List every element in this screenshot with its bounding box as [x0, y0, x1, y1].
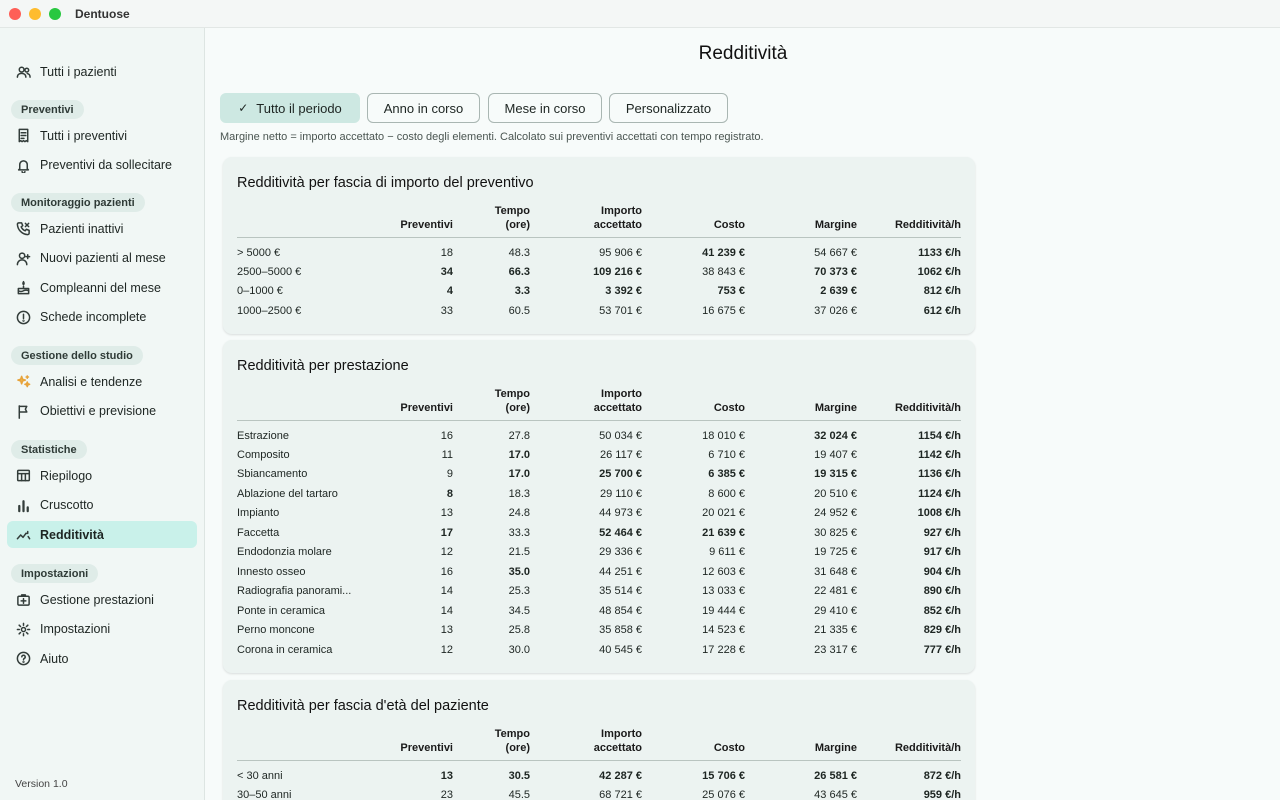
receipt-icon	[15, 128, 31, 144]
table-cell: 40 545 €	[599, 643, 642, 656]
table-cell: 14	[440, 604, 453, 617]
card-title: Redditività per prestazione	[237, 358, 409, 374]
table-cell: 8 600 €	[708, 487, 745, 500]
sidebar-item-analisi-e-tendenze[interactable]	[7, 368, 197, 395]
page-title: Redditività	[698, 43, 788, 64]
row-label: Sbiancamento	[237, 468, 308, 481]
row-label: Perno moncone	[237, 624, 315, 637]
table-cell: 21 639 €	[702, 526, 745, 539]
alert-circle-icon	[15, 309, 31, 325]
table-cell: 33	[440, 304, 453, 317]
table-cell: 25.8	[508, 624, 530, 637]
row-label: Ablazione del tartaro	[237, 487, 338, 500]
table-cell: 29 336 €	[599, 546, 642, 559]
table-cell: 13	[440, 507, 453, 520]
table-cell: 777 €/h	[923, 643, 961, 656]
row-label: Endodonzia molare	[237, 546, 332, 559]
row-label: Radiografia panorami...	[237, 585, 352, 598]
sidebar-item-riepilogo[interactable]	[7, 462, 197, 489]
table-cell: 34	[440, 265, 453, 278]
row-label: 2500–5000 €	[237, 265, 302, 278]
sidebar-item-label: Impostazioni	[40, 622, 111, 636]
column-header[interactable]: Importo accettato	[530, 726, 642, 760]
table-cell: 1124 €/h	[918, 487, 961, 500]
section-header-monitoraggio-pazienti: Monitoraggio pazienti	[11, 193, 145, 212]
sidebar-item-pazienti-inattivi[interactable]	[7, 215, 197, 242]
table-cell: 927 €/h	[923, 526, 961, 539]
table-cell: 19 407 €	[814, 448, 857, 461]
table-cell: 16 675 €	[702, 304, 745, 317]
table-row[interactable]	[237, 301, 961, 321]
table-cell: 68 721 €	[599, 788, 642, 800]
table-cell: 44 251 €	[599, 565, 642, 578]
sidebar-item-label: Obiettivi e previsione	[40, 404, 157, 418]
sidebar-item-obiettivi-e-previsione[interactable]	[7, 398, 197, 425]
filter-label: Anno in corso	[383, 100, 464, 116]
profitability-table	[237, 203, 961, 321]
table-cell: 20 510 €	[814, 487, 857, 500]
table-cell: 30.0	[508, 643, 530, 656]
table-cell: 17.0	[508, 468, 530, 481]
column-header[interactable]: Importo accettato	[530, 386, 642, 420]
column-header[interactable]: Redditività/h	[857, 386, 961, 420]
table-cell: 13	[440, 624, 453, 637]
column-header[interactable]: Tempo (ore)	[453, 203, 530, 237]
table-cell: 890 €/h	[923, 585, 961, 598]
table-cell: 50 034 €	[599, 429, 642, 442]
phone-icon	[15, 221, 31, 237]
column-header[interactable]	[237, 726, 387, 760]
row-label: Impianto	[237, 507, 280, 520]
main-content	[206, 28, 1280, 800]
column-header[interactable]: Tempo (ore)	[453, 386, 530, 420]
card-title: Redditività per fascia d'età del paziente	[237, 698, 489, 714]
table-cell: 29 410 €	[814, 604, 857, 617]
table-cell: 18 010 €	[702, 429, 745, 442]
card-title: Redditività per fascia di importo del preventivo	[237, 175, 534, 191]
bar-chart-icon	[15, 497, 31, 513]
table-row[interactable]	[237, 262, 961, 282]
table-row[interactable]	[237, 445, 961, 465]
table-row[interactable]	[237, 523, 961, 543]
table-cell: 34.5	[508, 604, 530, 617]
row-label: Innesto osseo	[237, 565, 306, 578]
table-cell: 8	[446, 487, 453, 500]
column-header[interactable]	[237, 203, 387, 237]
table-cell: 37 026 €	[814, 304, 857, 317]
filter-anno-in-corso-button[interactable]	[367, 93, 480, 123]
row-label: < 30 anni	[237, 769, 283, 782]
zoom-window-button[interactable]	[49, 8, 61, 20]
users-icon	[15, 64, 31, 80]
table-cell: 54 667 €	[814, 246, 857, 259]
table-cell: 41 239 €	[702, 246, 745, 259]
sidebar-item-label: Riepilogo	[40, 468, 93, 483]
column-header[interactable]: Preventivi	[387, 203, 453, 237]
table-cell: 12	[440, 546, 453, 559]
table-cell: 19 725 €	[814, 546, 857, 559]
table-cell: 33.3	[508, 526, 530, 539]
table-cell: 32 024 €	[814, 429, 857, 442]
table-cell: 829 €/h	[923, 624, 961, 637]
sidebar-item-label: Compleanni del mese	[40, 280, 161, 295]
table-cell: 959 €/h	[923, 788, 961, 800]
column-header[interactable]: Margine	[745, 726, 857, 760]
table-cell: 30 825 €	[814, 526, 857, 539]
sidebar-item-label: Tutti i preventivi	[40, 128, 128, 143]
profitability-card	[223, 340, 975, 673]
sidebar-item-redditivita[interactable]	[7, 521, 197, 548]
table-cell: 812 €/h	[923, 285, 961, 298]
table-cell: 9 611 €	[709, 546, 745, 559]
table-cell: 20 021 €	[702, 507, 745, 520]
table-cell: 11	[441, 448, 453, 461]
table-row[interactable]	[237, 465, 961, 485]
table-cell: 17.0	[508, 448, 530, 461]
table-cell: 43 645 €	[814, 788, 857, 800]
column-header[interactable]: Margine	[745, 203, 857, 237]
table-cell: 21.5	[508, 546, 530, 559]
table-cell: 48 854 €	[599, 604, 642, 617]
table-cell: 38 843 €	[702, 265, 745, 278]
table-cell: 95 906 €	[599, 246, 642, 259]
profitability-table	[237, 386, 961, 660]
table-cell: 17 228 €	[702, 643, 745, 656]
column-header[interactable]: Costo	[642, 203, 745, 237]
table-row[interactable]	[237, 420, 961, 445]
table-cell: 12	[440, 643, 453, 656]
section-header-statistiche: Statistiche	[11, 440, 87, 459]
row-label: Composito	[237, 448, 290, 461]
table-cell: 27.8	[508, 429, 530, 442]
row-label: Estrazione	[237, 429, 289, 442]
table-icon	[15, 468, 31, 484]
table-cell: 35.0	[508, 565, 530, 578]
table-cell: 1133 €/h	[918, 246, 961, 259]
table-cell: 25 076 €	[702, 788, 745, 800]
table-row[interactable]	[237, 504, 961, 524]
table-cell: 45.5	[508, 788, 530, 800]
profitability-card	[223, 157, 975, 334]
table-cell: 42 287 €	[599, 769, 642, 782]
sidebar	[0, 28, 205, 800]
table-cell: 2 639 €	[820, 285, 857, 298]
table-cell: 22 481 €	[814, 585, 857, 598]
section-header-gestione-dello-studio: Gestione dello studio	[11, 346, 143, 365]
flag-icon	[15, 403, 31, 419]
table-cell: 19 444 €	[702, 604, 745, 617]
cake-icon	[15, 280, 31, 296]
table-cell: 21 335 €	[814, 624, 857, 637]
column-header[interactable]: Redditività/h	[857, 726, 961, 760]
profitability-table	[237, 726, 961, 800]
table-row[interactable]	[237, 601, 961, 621]
title-bar	[0, 0, 1280, 28]
table-row[interactable]	[237, 760, 961, 785]
table-cell: 16	[440, 429, 453, 442]
table-cell: 29 110 €	[599, 487, 642, 500]
table-row[interactable]	[237, 562, 961, 582]
sidebar-item-label: Pazienti inattivi	[40, 221, 124, 236]
table-cell: 1142 €/h	[918, 448, 961, 461]
table-cell: 26 581 €	[814, 769, 857, 782]
checkmark-icon: ✓	[238, 101, 249, 115]
filter-label: Tutto il periodo	[256, 100, 342, 116]
sidebar-item-label: Redditività	[40, 527, 104, 542]
sidebar-item-impostazioni[interactable]	[7, 616, 197, 643]
table-cell: 3.3	[514, 285, 530, 298]
gear-icon	[15, 621, 31, 637]
row-label: 0–1000 €	[237, 285, 283, 298]
filter-tutto-il-periodo-button[interactable]	[220, 93, 360, 123]
sidebar-item-label: Nuovi pazienti al mese	[40, 251, 166, 265]
table-cell: 872 €/h	[923, 769, 961, 782]
table-row[interactable]	[237, 640, 961, 660]
table-cell: 18	[440, 246, 453, 259]
table-cell: 35 514 €	[599, 585, 642, 598]
row-label: 1000–2500 €	[237, 304, 302, 317]
table-cell: 1062 €/h	[917, 265, 961, 278]
sidebar-item-schede-incomplete[interactable]	[7, 304, 197, 331]
table-cell: 48.3	[508, 246, 530, 259]
column-header[interactable]: Tempo (ore)	[453, 726, 530, 760]
table-cell: 13	[440, 769, 453, 782]
column-header[interactable]: Redditività/h	[857, 203, 961, 237]
table-cell: 18.3	[508, 487, 530, 500]
table-cell: 12 603 €	[702, 565, 745, 578]
table-row[interactable]	[237, 237, 961, 262]
table-cell: 1008 €/h	[917, 507, 961, 520]
filter-personalizzato-button[interactable]	[609, 93, 728, 123]
column-header[interactable]: Importo accettato	[530, 203, 642, 237]
table-cell: 66.3	[508, 265, 530, 278]
table-cell: 1136 €/h	[918, 468, 961, 481]
sparkles-icon	[15, 374, 31, 390]
table-cell: 1154 €/h	[918, 429, 961, 442]
table-row[interactable]	[237, 543, 961, 563]
row-label: > 5000 €	[237, 246, 281, 259]
row-label: Corona in ceramica	[237, 643, 333, 656]
sidebar-item-label: Tutti i pazienti	[40, 64, 117, 79]
column-header[interactable]: Preventivi	[387, 726, 453, 760]
column-header[interactable]	[237, 386, 387, 420]
table-cell: 44 973 €	[599, 507, 642, 520]
table-cell: 6 385 €	[708, 468, 745, 481]
table-cell: 13 033 €	[702, 585, 745, 598]
table-cell: 109 216 €	[593, 265, 642, 278]
table-cell: 15 706 €	[702, 769, 745, 782]
column-header[interactable]: Preventivi	[387, 386, 453, 420]
table-cell: 14 523 €	[702, 624, 745, 637]
table-cell: 25.3	[508, 585, 530, 598]
sidebar-item-label: Preventivi da sollecitare	[40, 158, 173, 172]
table-row[interactable]	[237, 582, 961, 602]
sidebar-item-compleanni-del-mese[interactable]	[7, 274, 197, 301]
sidebar-item-label: Analisi e tendenze	[40, 374, 143, 389]
sidebar-item-nuovi-pazienti-al-mese[interactable]	[7, 245, 197, 272]
section-header-preventivi: Preventivi	[11, 100, 84, 119]
sidebar-item-tutti-i-pazienti[interactable]	[7, 58, 197, 85]
table-cell: 60.5	[508, 304, 530, 317]
margin-note: Margine netto = importo accettato − costo degli elementi. Calcolato sui preventivi accettati con tempo registrato.	[220, 131, 764, 143]
table-cell: 9	[446, 468, 453, 481]
minimize-window-button[interactable]	[29, 8, 41, 20]
column-header[interactable]: Margine	[745, 386, 857, 420]
row-label: 30–50 anni	[237, 788, 292, 800]
profitability-card	[223, 680, 975, 800]
sidebar-item-label: Cruscotto	[40, 498, 94, 512]
table-cell: 35 858 €	[599, 624, 642, 637]
close-window-button[interactable]	[9, 8, 21, 20]
medical-bag-icon	[15, 592, 31, 608]
table-row[interactable]	[237, 621, 961, 641]
column-header[interactable]: Costo	[642, 386, 745, 420]
help-icon	[15, 651, 31, 667]
row-label: Faccetta	[237, 526, 280, 539]
table-cell: 53 701 €	[599, 304, 642, 317]
table-cell: 917 €/h	[923, 546, 961, 559]
column-header[interactable]: Costo	[642, 726, 745, 760]
table-cell: 3 392 €	[605, 285, 642, 298]
table-cell: 904 €/h	[923, 565, 961, 578]
table-cell: 30.5	[508, 769, 530, 782]
table-cell: 14	[440, 585, 453, 598]
table-cell: 753 €	[717, 285, 745, 298]
table-cell: 19 315 €	[814, 468, 857, 481]
app-title: Dentuose	[75, 7, 130, 21]
sidebar-item-label: Aiuto	[40, 651, 69, 666]
sidebar-item-preventivi-da-sollecitare[interactable]	[7, 152, 197, 179]
user-plus-icon	[15, 250, 31, 266]
bell-icon	[15, 157, 31, 173]
table-cell: 70 373 €	[814, 265, 857, 278]
filter-label: Personalizzato	[625, 100, 712, 116]
section-header-impostazioni: Impostazioni	[11, 564, 98, 583]
sidebar-item-cruscotto[interactable]	[7, 492, 197, 519]
table-cell: 4	[446, 285, 453, 298]
table-cell: 17	[440, 526, 453, 539]
version-label: Version 1.0	[15, 778, 68, 790]
table-cell: 52 464 €	[599, 526, 642, 539]
table-cell: 25 700 €	[599, 468, 642, 481]
table-cell: 612 €/h	[923, 304, 961, 317]
sidebar-item-tutti-i-preventivi[interactable]	[7, 122, 197, 149]
table-cell: 24.8	[508, 507, 530, 520]
filter-label: Mese in corso	[504, 100, 586, 116]
table-row[interactable]	[237, 282, 961, 302]
table-cell: 852 €/h	[923, 604, 961, 617]
table-cell: 23 317 €	[814, 643, 857, 656]
filter-mese-in-corso-button[interactable]	[488, 93, 602, 123]
trend-icon	[15, 527, 31, 543]
table-row[interactable]	[237, 785, 961, 800]
sidebar-item-label: Gestione prestazioni	[40, 592, 154, 607]
sidebar-item-label: Schede incomplete	[40, 310, 147, 324]
table-cell: 16	[440, 565, 453, 578]
sidebar-item-aiuto[interactable]	[7, 645, 197, 672]
table-cell: 24 952 €	[814, 507, 857, 520]
table-row[interactable]	[237, 484, 961, 504]
table-cell: 6 710 €	[708, 448, 745, 461]
table-cell: 26 117 €	[599, 448, 642, 461]
table-cell: 23	[440, 788, 453, 800]
sidebar-item-gestione-prestazioni[interactable]	[7, 586, 197, 613]
row-label: Ponte in ceramica	[237, 604, 326, 617]
table-cell: 31 648 €	[814, 565, 857, 578]
